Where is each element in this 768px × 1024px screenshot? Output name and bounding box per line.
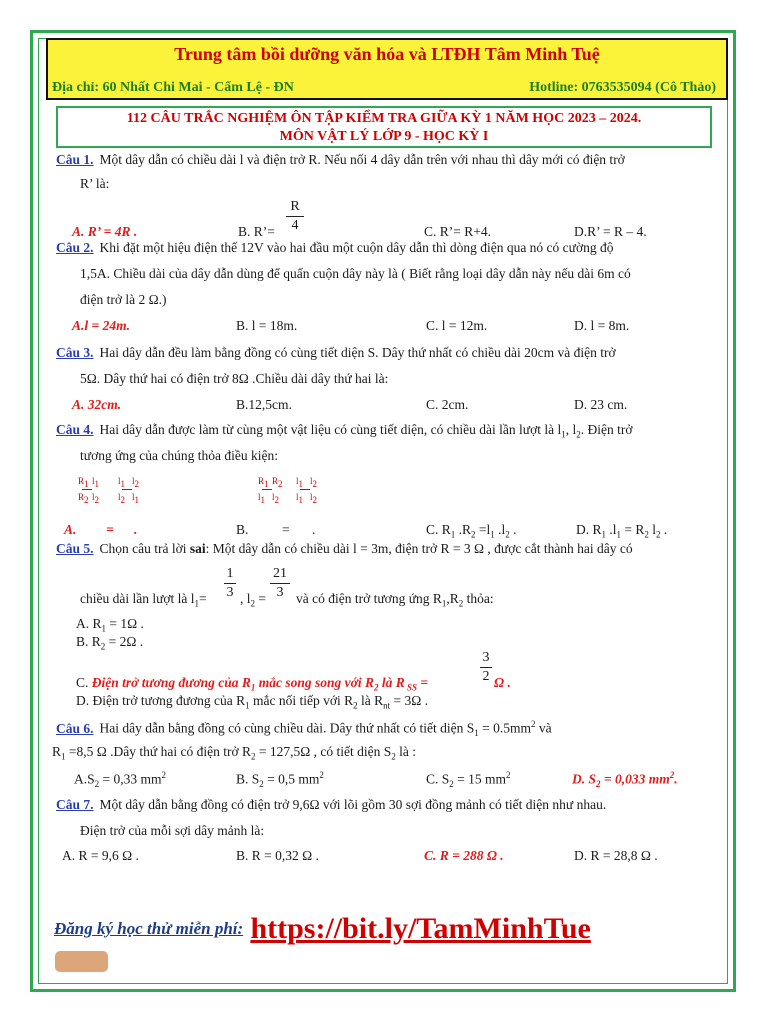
q5-answer-c: C. Điện trở tương đương của $R_1$ mắc song song với $R_2$ là R $_{SS}$ = [76,675,429,693]
q3-text1: Hai dây dẫn đều làm bằng đồng có cùng tiết diện S. Dây thứ nhất có chiều dài 20cm và điện trở [99,345,616,360]
q5-answer-b: B. $R_2 = 2\Omega$ . [76,634,144,652]
document-title-box [56,106,712,148]
q7-line1 [56,797,606,813]
q6-answer-c: C. $S_2 = 15$ $mm^2$ [426,770,511,790]
q4-answer-a-dot: . [134,522,138,537]
q4-answer-a: A. [64,522,77,537]
footer-label: Đăng ký học thử miễn phí: [54,919,244,938]
q5-frac1-den: 3 [226,585,234,600]
q2-line2: 1,5A. Chiều dài của dây dẫn dùng để quấn cuộn dây này là ( Biết rằng loại dây dẫn này nếu dài 6m có [80,266,631,281]
q4-line2: tương ứng của chúng thỏa điều kiện: [80,448,278,463]
q5-text2-end: thỏa: [463,591,494,606]
q5-a-val: = 1Ω . [106,616,144,631]
title-line-2: MÔN VẬT LÝ LỚP 9 - HỌC KỲ I [279,129,489,144]
q4-answer-c-text: C. R [426,522,451,537]
q7-answer-b: B. R = 0,32 Ω . [236,848,319,863]
q1-b-fraction [286,199,304,234]
q5-label: Câu 5. [56,541,94,556]
q5-c-tail: là R [378,675,405,690]
q5-b-text: B. R [76,634,101,649]
q5-c-num: 3 [482,650,490,665]
q4-answer-d-text: D. R [576,522,602,537]
q5-d-end: = 3Ω . [390,693,429,708]
q5-frac2 [270,566,290,601]
q5-c-eq: = [417,675,429,690]
center-name: Trung tâm bồi dưỡng văn hóa và LTĐH Tâm Minh Tuệ [174,44,600,64]
q6-d-val: = 0,033 mm [600,771,670,787]
q4-b-ratio-left: $R_1$ $R_2$ $l_1$ $l_2$ [258,476,283,505]
q5-c-mid: mắc song song với R [255,675,374,690]
q6-text1-end: và [535,720,552,736]
q2-answer-b: B. l = 18m. [236,318,298,333]
q5-line2-post: và có điện trở tương ứng $R_1,R_2$ thỏa: [296,591,494,609]
fraction-bar [480,667,492,668]
q6-a-text: A.S [74,771,95,787]
q6-answer-b: B. $S_2 = 0,5$ $mm^2$ [236,770,324,790]
q5-line2: chiều dài lần lượt là $l_1=$ [80,591,207,609]
q1-label: Câu 1. [56,152,94,167]
q5-d-text: D. Điện trở tương đương của R [76,693,246,708]
q6-b-val: = 0,5 mm [263,771,320,787]
q4-answer-d: D. $R_1$ $.l_1 = R_2$ $l_2$ . [576,522,668,540]
q2-text1: Khi đặt một hiệu điện thế 12V vào hai đầu một cuộn dây dẫn thì dòng điện qua nó có cường độ [99,240,614,255]
q6-answer-a: $A.S_2 = 0,33$ $mm^2$ [74,770,167,790]
q4-b-ratio-right: $l_1$ $l_2$ $l_1$ $l_2$ [296,476,318,505]
q6-text1-tail: = 0.5mm [478,720,531,736]
q2-line1 [56,240,614,256]
q1-answer-c: C. R’= R+4. [424,224,491,239]
q7-text1: Một dây dẫn bằng đồng có điện trở 9,6Ω với lõi gồm 30 sợi đồng mảnh có tiết diện như nhau. [99,797,607,812]
q5-line1 [56,541,633,557]
q6-text2: R [52,744,62,759]
q5-text1-bold: sai [189,541,206,556]
q5-c-sub: SS [404,682,417,693]
q6-line2: $R_1 =8,5$ Ω .Dây thứ hai có điện trở $R_2 = 127,5\Omega$ , có tiết diện $S_2$ là : [52,744,416,762]
q4-answer-b-dot: . [312,522,316,537]
q5-d-tail: là R [357,693,384,708]
q7-label: Câu 7. [56,797,94,812]
q4-text1: Hai dây dẫn được làm từ cùng một vật liệu có cùng tiết diện, có chiều dài lần lượt là l [99,422,562,437]
title-line-1: 112 CÂU TRẮC NGHIỆM ÔN TẬP KIỂM TRA GIỮA KỲ 1 NĂM HỌC 2023 – 2024. [126,111,642,126]
q6-c-text: C. S [426,771,450,787]
q3-answer-a: A. 32cm. [72,397,122,412]
q2-answer-c: C. l = 12m. [426,318,488,333]
q2-line3: điện trở là 2 Ω.) [80,292,167,307]
q6-c-val: = 15 mm [453,771,507,787]
header-banner [46,38,728,100]
q7-line2: Điện trở của mỗi sợi dây mảnh là: [80,823,265,838]
q6-a-val: = 0,33 mm [99,771,162,787]
q5-c-fraction [480,650,492,685]
q5-frac1 [224,566,236,601]
q1-b-numerator: R [290,199,300,214]
q6-text1: Hai dây dẫn bằng đồng có cùng chiều dài. Dây thứ nhất có tiết diện S [99,720,475,736]
q7-answer-d: D. R = 28,8 Ω . [574,848,658,863]
q4-text1-tail: . Điện trở [580,422,633,437]
q1-text1: Một dây dẫn có chiều dài l và điện trở R. Nếu nối 4 dây dẫn trên với nhau thì dây mới có điện trở [99,152,625,167]
page-frame-inner [38,38,728,984]
q2-answer-a: A.l = 24m. [72,318,130,333]
q6-text2-end: là : [395,744,416,759]
q5-a-text: A. R [76,616,102,631]
q5-text2-pre: chiều dài lần lượt là l [80,591,195,606]
q3-answer-d: D. 23 cm. [574,397,628,412]
q5-frac2-den: 3 [276,585,284,600]
q5-d-mid: mắc nối tiếp với R [249,693,354,708]
q6-label: Câu 6. [56,720,94,736]
q7-answer-a: A. R = 9,6 Ω . [62,848,139,863]
q4-answer-b-eq: = [282,522,290,537]
footer-registration [54,912,591,946]
q5-answer-a: A. $R_1 = 1\Omega$ . [76,616,144,634]
q6-text2-mid: =8,5 Ω .Dây thứ hai có điện trở R [65,744,251,759]
q4-answer-a-eq: = [106,522,114,537]
fraction-bar [286,216,304,217]
q1-line1 [56,152,625,168]
q6-line1: Câu 6. Hai dây dẫn bằng đồng có cùng chiều dài. Dây thứ nhất có tiết diện $S_1 = 0.5mm^2$ và [56,719,552,739]
footer-link[interactable]: https://bit.ly/TamMinhTue [250,912,591,945]
q1-answer-d: D.R’ = R – 4. [574,224,647,239]
address: Địa chỉ: 60 Nhất Chi Mai - Cẩm Lệ - ĐN [52,80,294,95]
q6-d-text: D. S [572,771,597,787]
q6-b-text: B. S [236,771,260,787]
q6-d-end: . [674,771,678,787]
q4-a-ratio-left: $R_1$ $l_1$ $R_2$ $l_2$ [78,476,100,505]
q5-frac1-num: 1 [226,566,234,581]
q3-label: Câu 3. [56,345,94,360]
q5-b-val: = 2Ω . [105,634,144,649]
q5-text1-post: : Một dây dẫn có chiều dài l = 3m, điện trở R = 3 Ω , được cắt thành hai dây có [205,541,633,556]
decorative-pill [55,951,108,972]
hotline: Hotline: 0763535094 (Cô Thảo) [529,80,716,95]
q5-frac2-num: 21 [273,566,287,581]
q4-answer-b: B. [236,522,249,537]
q2-answer-d: D. l = 8m. [574,318,630,333]
q4-line1: Câu 4. Hai dây dẫn được làm từ cùng một vật liệu có cùng tiết diện, có chiều dài lần lượt là $l_1$, $l_2$. Điện trở [56,422,633,440]
q3-answer-b: B.12,5cm. [236,397,292,412]
q5-text2-mid: , l [240,591,251,606]
q7-answer-c: C. R = 288 Ω . [424,848,504,863]
q1-answer-b: B. R’= [238,224,275,239]
q5-text2-post: và có điện trở tương ứng R [296,591,442,606]
q5-answer-d: D. Điện trở tương đương của $R_1$ mắc nối tiếp với $R_2$ là $R_{nt} = 3\Omega$ . [76,693,429,711]
q5-c-end: Ω . [494,675,511,690]
fraction-bar [270,583,290,584]
q3-answer-c: C. 2cm. [426,397,469,412]
q6-answer-d: D. $S_2 = 0,033$ $mm^2$. [572,770,678,790]
q2-label: Câu 2. [56,240,94,255]
q5-c-den: 2 [482,669,490,684]
q5-d-sub: nt [383,700,391,711]
q4-answer-c: C. $R_1$ $.R_2 =l_1$ $.l_2$ . [426,522,517,540]
q5-line2-mid: , $l_2$ = [240,591,267,609]
q3-line1 [56,345,616,361]
q3-line2: 5Ω. Dây thứ hai có điện trở 8Ω .Chiều dài dây thứ hai là: [80,371,389,386]
q4-label: Câu 4. [56,422,94,437]
q1-answer-a: A. R’ = 4R . [72,224,138,239]
q6-text2-tail: = 127,5Ω , có tiết diện S [255,744,392,759]
q5-text1-pre: Chọn câu trả lời [99,541,190,556]
q4-a-ratio-right: $l_1$ $l_2$ $l_2$ $l_1$ [118,476,140,505]
q1-b-denominator: 4 [291,218,299,233]
q1-line2: R’ là: [80,176,110,191]
fraction-bar [224,583,236,584]
